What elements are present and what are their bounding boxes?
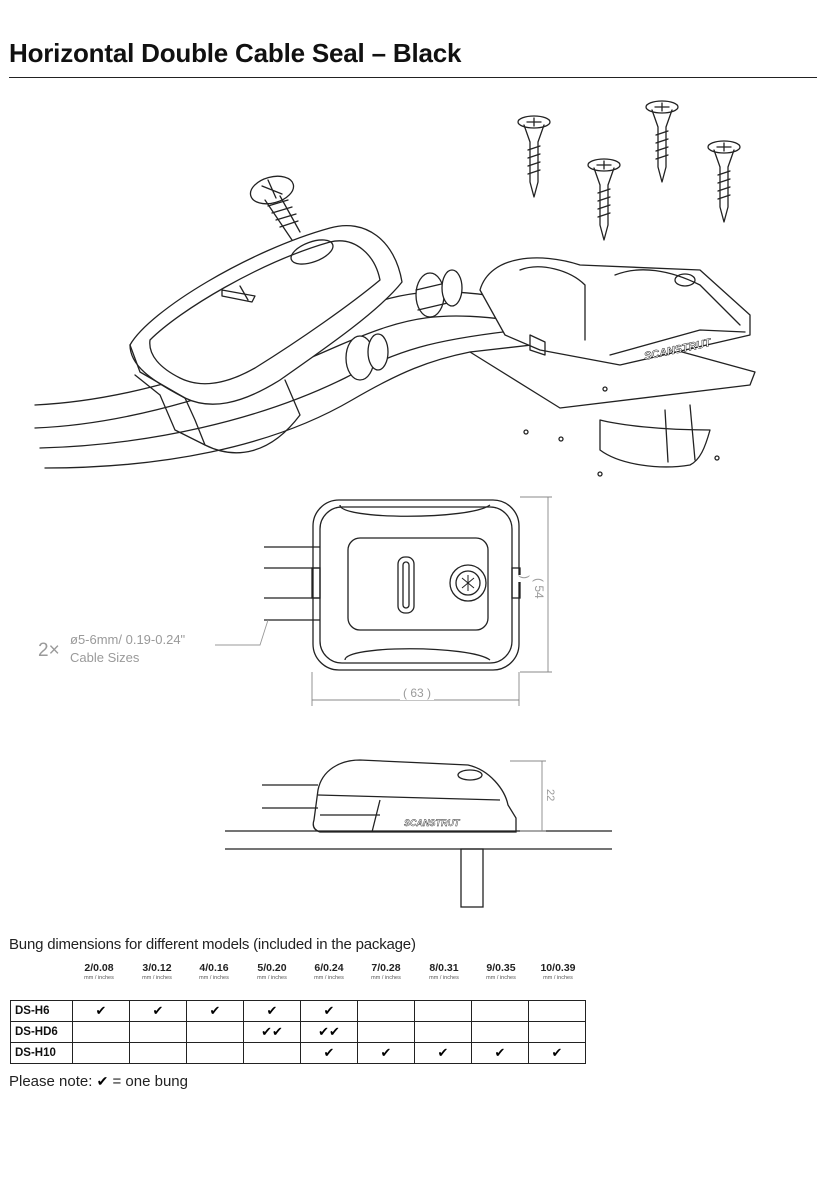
column-header: 9/0.35 mm / inches: [486, 962, 516, 981]
table-cell: ✔: [472, 1043, 529, 1064]
table-cell: [415, 1022, 472, 1043]
column-header: 8/0.31 mm / inches: [429, 962, 459, 981]
brand-logo-side: SCANSTRUT: [404, 818, 460, 828]
width-dimension-label: ( 63 ): [400, 686, 434, 700]
row-model: DS-H10: [11, 1043, 73, 1064]
table-cell: [130, 1043, 187, 1064]
column-header: 10/0.39 mm / inches: [540, 962, 576, 981]
side-view-cables: [262, 785, 318, 808]
note-suffix: = one bung: [112, 1073, 188, 1090]
page-title: Horizontal Double Cable Seal – Black: [9, 38, 462, 68]
table-cell: ✔: [301, 1043, 358, 1064]
table-cell: [529, 1001, 586, 1022]
table-cell: ✔: [415, 1043, 472, 1064]
table-cell: [529, 1022, 586, 1043]
table-cell: [187, 1022, 244, 1043]
table-cell: ✔: [301, 1001, 358, 1022]
row-model: DS-HD6: [11, 1022, 73, 1043]
table-cell: [73, 1022, 130, 1043]
table-cell: ✔✔: [301, 1022, 358, 1043]
table-cell: [358, 1022, 415, 1043]
table-cell: [244, 1043, 301, 1064]
brand-logo-3d: SCANSTRUT: [643, 337, 712, 363]
column-header: 7/0.28 mm / inches: [371, 962, 401, 981]
column-header: 2/0.08 mm / inches: [84, 962, 114, 981]
table-row: [11, 1001, 586, 1022]
table-row: [11, 1043, 586, 1064]
table-cell: ✔: [130, 1001, 187, 1022]
table-cell: ✔: [244, 1001, 301, 1022]
bung-note: [9, 1073, 188, 1090]
table-cell: ✔: [187, 1001, 244, 1022]
column-header: 6/0.24 mm / inches: [314, 962, 344, 981]
table-cell: [472, 1001, 529, 1022]
bung-caption: Bung dimensions for different models (included in the package): [9, 936, 416, 953]
column-header: 4/0.16 mm / inches: [199, 962, 229, 981]
cable-size-caption: Cable Sizes: [70, 650, 140, 665]
table-cell: [130, 1022, 187, 1043]
note-prefix: Please note:: [9, 1073, 93, 1090]
table-cell: ✔: [73, 1001, 130, 1022]
table-cell: [187, 1043, 244, 1064]
table-cell: ✔: [529, 1043, 586, 1064]
side-view-surface: [225, 831, 612, 907]
table-row: [11, 1022, 586, 1043]
bung-table: [10, 1000, 586, 1064]
side-height-label: 22: [544, 789, 556, 802]
table-cell: [472, 1022, 529, 1043]
column-header: 5/0.20 mm / inches: [257, 962, 287, 981]
tick-icon: ✔: [96, 1073, 109, 1089]
cable-count: 2×: [38, 640, 60, 661]
table-cell: ✔: [358, 1043, 415, 1064]
table-cell: [73, 1043, 130, 1064]
cable-size-range: ø5-6mm/ 0.19-0.24": [70, 632, 186, 647]
height-dimension-label: ( 54 ): [518, 575, 546, 599]
row-model: DS-H6: [11, 1001, 73, 1022]
table-cell: ✔✔: [244, 1022, 301, 1043]
column-header: 3/0.12 mm / inches: [142, 962, 172, 981]
table-cell: [415, 1001, 472, 1022]
table-cell: [358, 1001, 415, 1022]
